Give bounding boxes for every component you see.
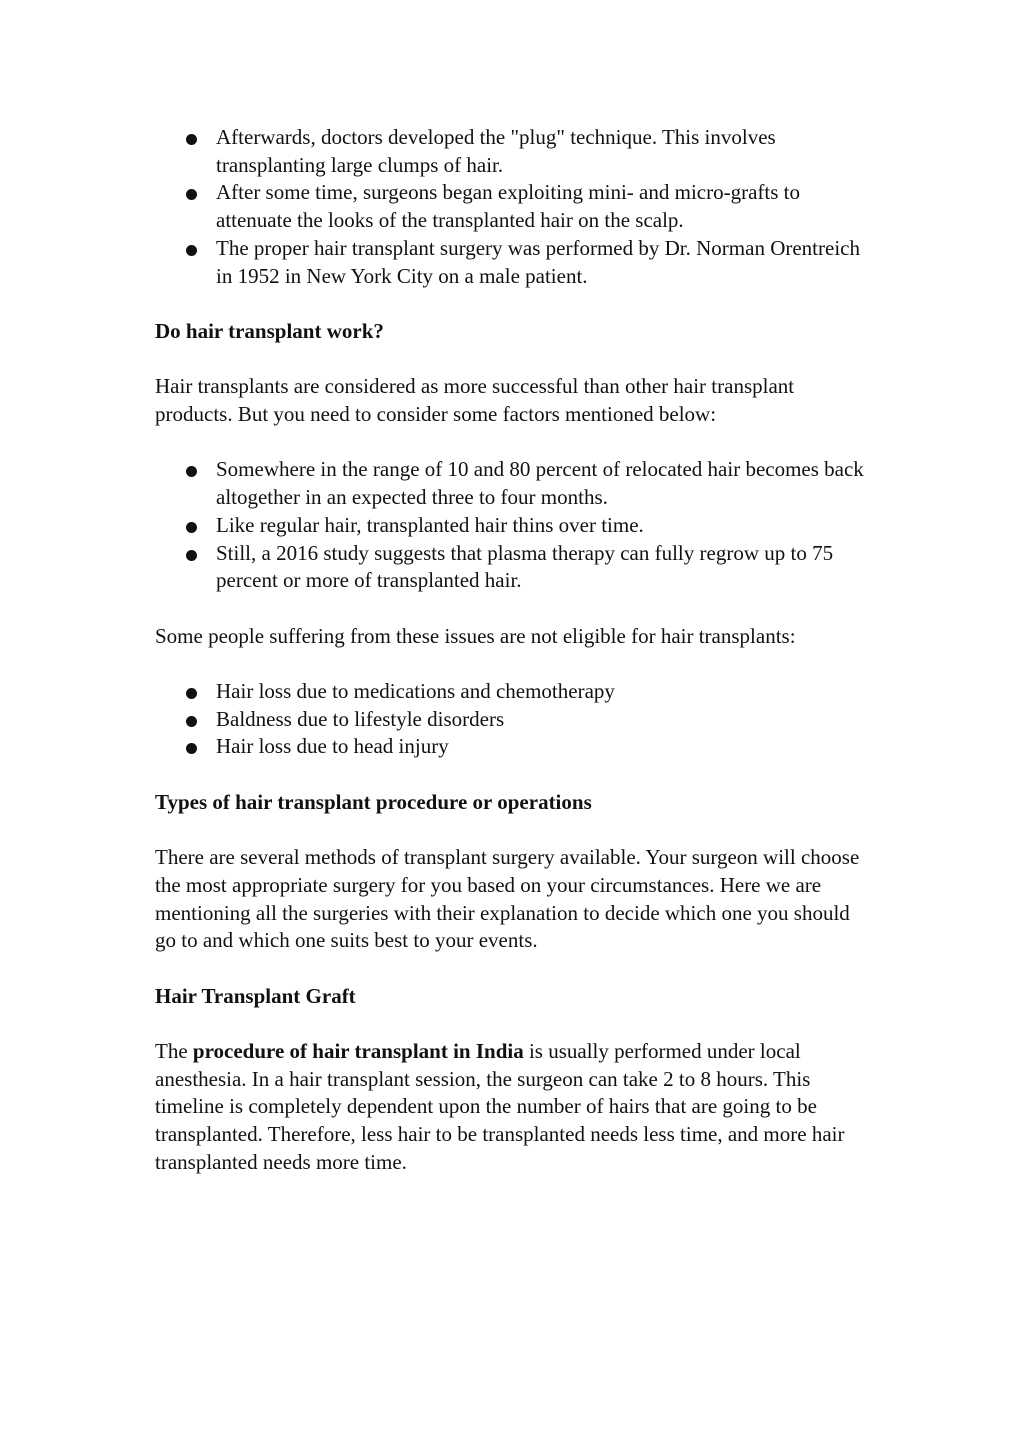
list-item-text: Hair loss due to medications and chemotherapy [216,678,615,703]
procedure-link-text: procedure of hair transplant in India [192,1039,524,1064]
list-item-text: The proper hair transplant surgery was performed by Dr. Norman Orentreich in 1952 in New York City on a male patient. [216,235,860,288]
list-item-text: Still, a 2016 study suggests that plasma therapy can fully regrow up to 75 percent or more of transplanted hair. [216,540,834,593]
list-item [155,235,875,290]
bullet-icon [186,189,197,200]
list-item [155,512,875,540]
paragraph-methods: There are several methods of transplant surgery available. Your surgeon will choose the most appropriate surgery for you based on your circumstances. Here we are mentioning all the surgeries with their explanation to decide which one you should go to and which one suits best to your events. [155,845,860,953]
bullet-icon [186,688,197,699]
list-item-text: Like regular hair, transplanted hair thins over time. [216,512,644,537]
factors-bullet-list [155,456,875,595]
paragraph-success-factors: Hair transplants are considered as more successful than other hair transplant products. But you need to consider some factors mentioned below: [155,374,795,426]
paragraph-not-eligible: Some people suffering from these issues are not eligible for hair transplants: [155,623,796,648]
paragraph-text: The [155,1039,193,1064]
section-heading-types-of-procedure: Types of hair transplant procedure or operations [155,789,592,814]
list-item [155,179,875,234]
list-item [155,540,875,595]
ineligible-bullet-list [155,678,875,761]
list-item-text: After some time, surgeons began exploiting mini- and micro-grafts to attenuate the looks of the transplanted hair on the scalp. [216,180,800,233]
paragraph-text: is usually performed under local anesthesia. In a hair transplant session, the surgeon can take 2 to 8 hours. This timeline is completely dependent upon the number of hairs that are going to be transplanted. Therefore, less hair to be transplanted needs less time, and more hair transplanted needs more time. [155,1039,845,1174]
section-heading-do-hair-transplant-work: Do hair transplant work? [155,318,384,343]
bullet-icon [186,522,197,533]
bullet-icon [186,466,197,477]
list-item [155,733,875,761]
bullet-icon [186,550,197,561]
list-item [155,456,875,511]
bullet-icon [186,134,197,145]
bullet-icon [186,743,197,754]
list-item-text: Afterwards, doctors developed the "plug" technique. This involves transplanting large clumps of hair. [216,125,776,177]
bullet-icon [186,245,197,256]
list-item-text: Hair loss due to head injury [216,734,449,759]
bullet-icon [186,716,197,727]
list-item [155,124,875,179]
list-item-text: Baldness due to lifestyle disorders [216,706,505,731]
list-item [155,678,875,706]
document-page [155,124,875,1177]
paragraph-procedure [155,1038,875,1177]
section-heading-hair-transplant-graft: Hair Transplant Graft [155,983,356,1008]
list-item [155,706,875,734]
history-bullet-list [155,124,875,290]
list-item-text: Somewhere in the range of 10 and 80 percent of relocated hair becomes back altogether in an expected three to four months. [216,457,864,510]
